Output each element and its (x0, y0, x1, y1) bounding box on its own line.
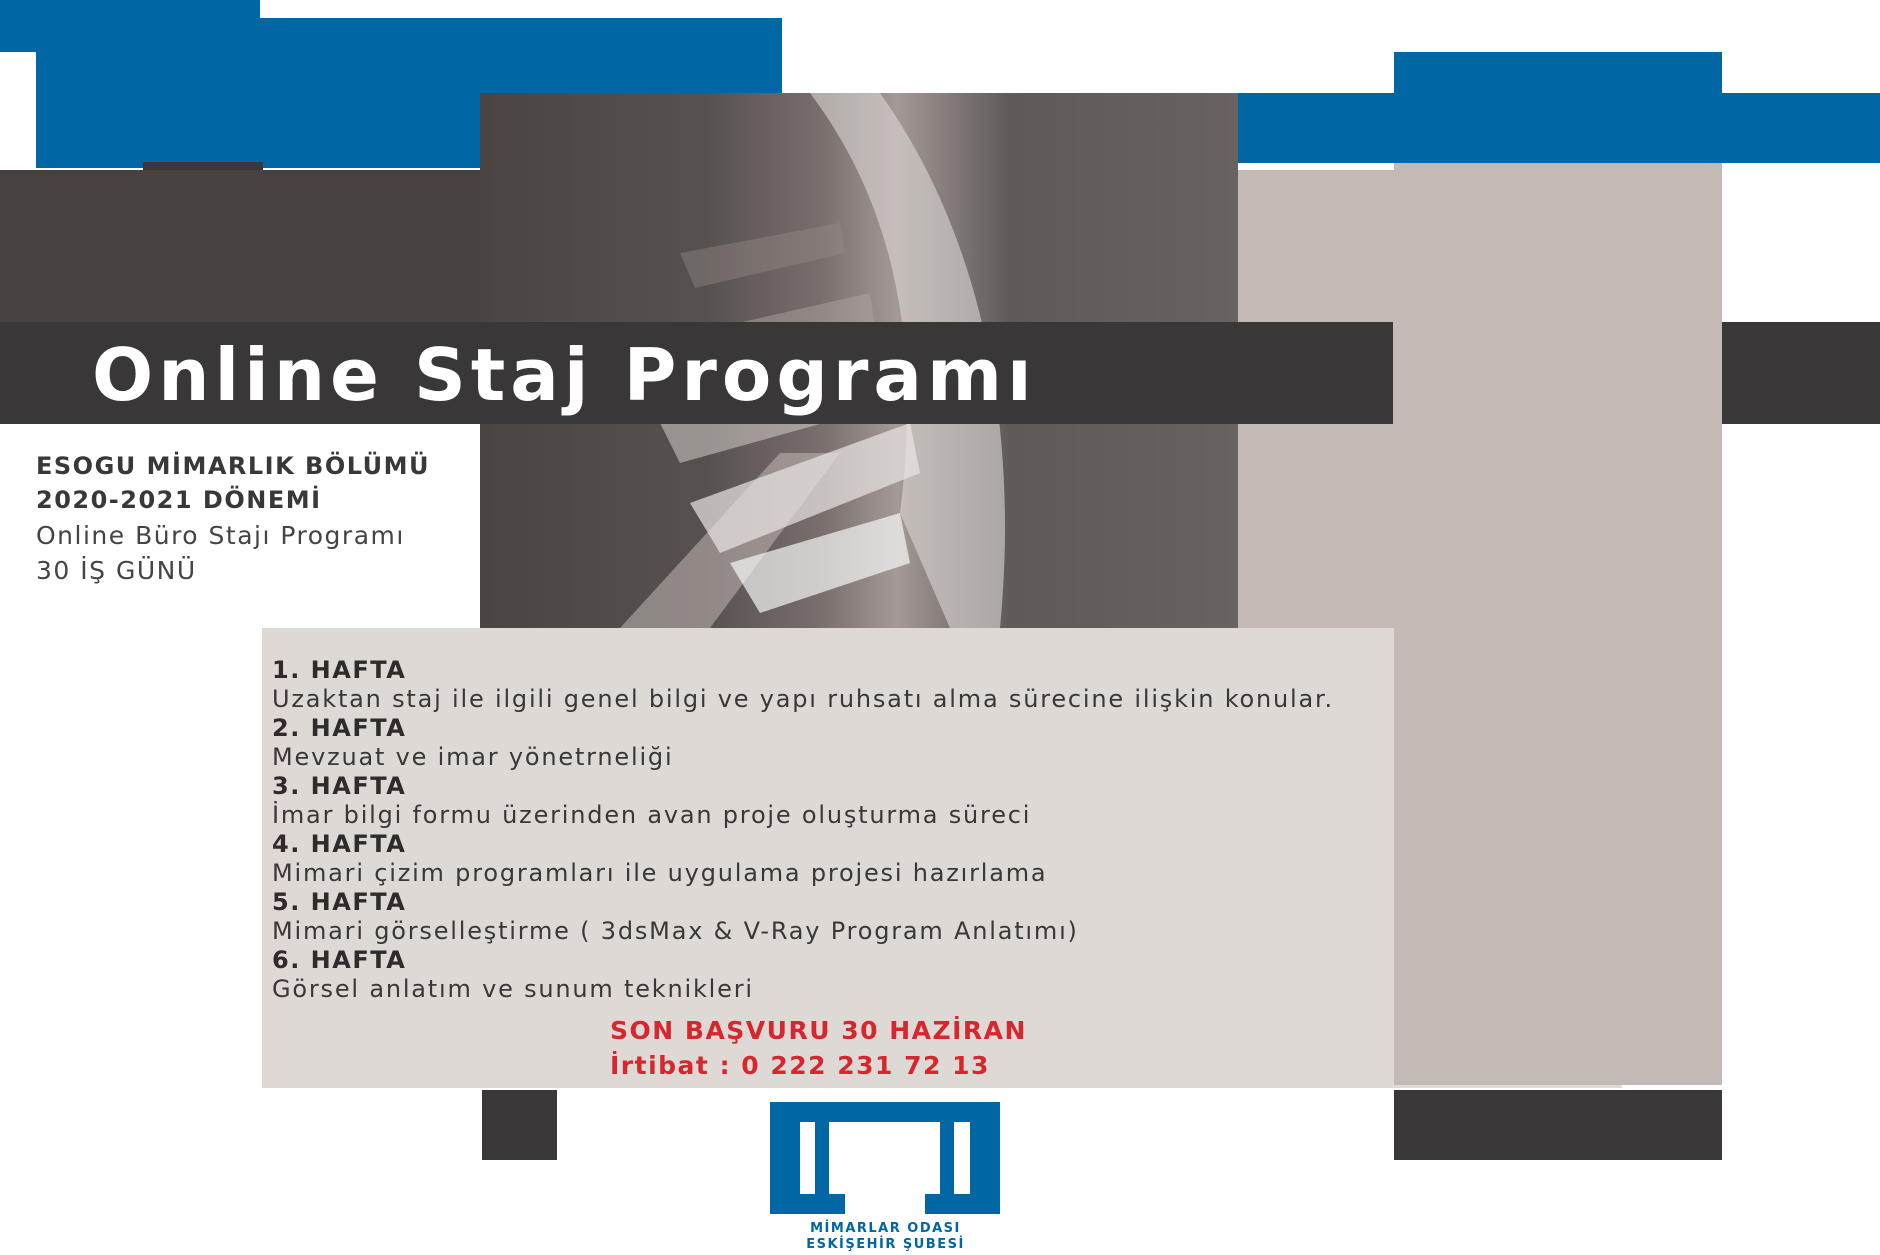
department-label: ESOGU MİMARLIK BÖLÜMÜ (36, 452, 431, 480)
dark-block-right-title (1722, 322, 1880, 424)
mimarlar-odasi-logo-icon (770, 1102, 1000, 1214)
week-description: Görsel anlatım ve sunum teknikleri (272, 975, 754, 1003)
week-label: 5. HAFTA (272, 888, 407, 916)
dark-block-bottom-left (482, 1090, 557, 1160)
blue-block-right (1238, 93, 1880, 163)
week-label: 6. HAFTA (272, 946, 407, 974)
week-label: 1. HAFTA (272, 656, 407, 684)
week-item-5 (272, 888, 1334, 946)
duration-label: 30 İŞ GÜNÜ (36, 556, 197, 585)
week-label: 4. HAFTA (272, 830, 407, 858)
week-description: İmar bilgi formu üzerinden avan proje oluşturma süreci (272, 801, 1032, 829)
logo-text-line2: ESKİŞEHİR ŞUBESİ (806, 1237, 965, 1252)
week-label: 2. HAFTA (272, 714, 407, 742)
week-item-3 (272, 772, 1334, 830)
week-item-2 (272, 714, 1334, 772)
week-label: 3. HAFTA (272, 772, 407, 800)
week-description: Mimari görselleştirme ( 3dsMax & V-Ray Program Anlatımı) (272, 917, 1079, 945)
poster-title: Online Staj Programı (92, 333, 1037, 417)
dark-block-bottom-right (1394, 1090, 1722, 1160)
program-label: Online Büro Stajı Programı (36, 521, 405, 550)
week-item-6 (272, 946, 1334, 1004)
week-description: Mevzuat ve imar yönetrneliği (272, 743, 674, 771)
week-list (272, 656, 1334, 1004)
week-item-4 (272, 830, 1334, 888)
term-label: 2020-2021 DÖNEMİ (36, 486, 322, 514)
contact-text: İrtibat : 0 222 231 72 13 (610, 1051, 990, 1080)
week-description: Mimari çizim programları ile uygulama projesi hazırlama (272, 859, 1048, 887)
deadline-text: SON BAŞVURU 30 HAZİRAN (610, 1016, 1027, 1045)
week-description: Uzaktan staj ile ilgili genel bilgi ve yapı ruhsatı alma sürecine ilişkin konular. (272, 685, 1334, 713)
week-item-1 (272, 656, 1334, 714)
logo-text-line1: MİMARLAR ODASI (810, 1221, 961, 1236)
